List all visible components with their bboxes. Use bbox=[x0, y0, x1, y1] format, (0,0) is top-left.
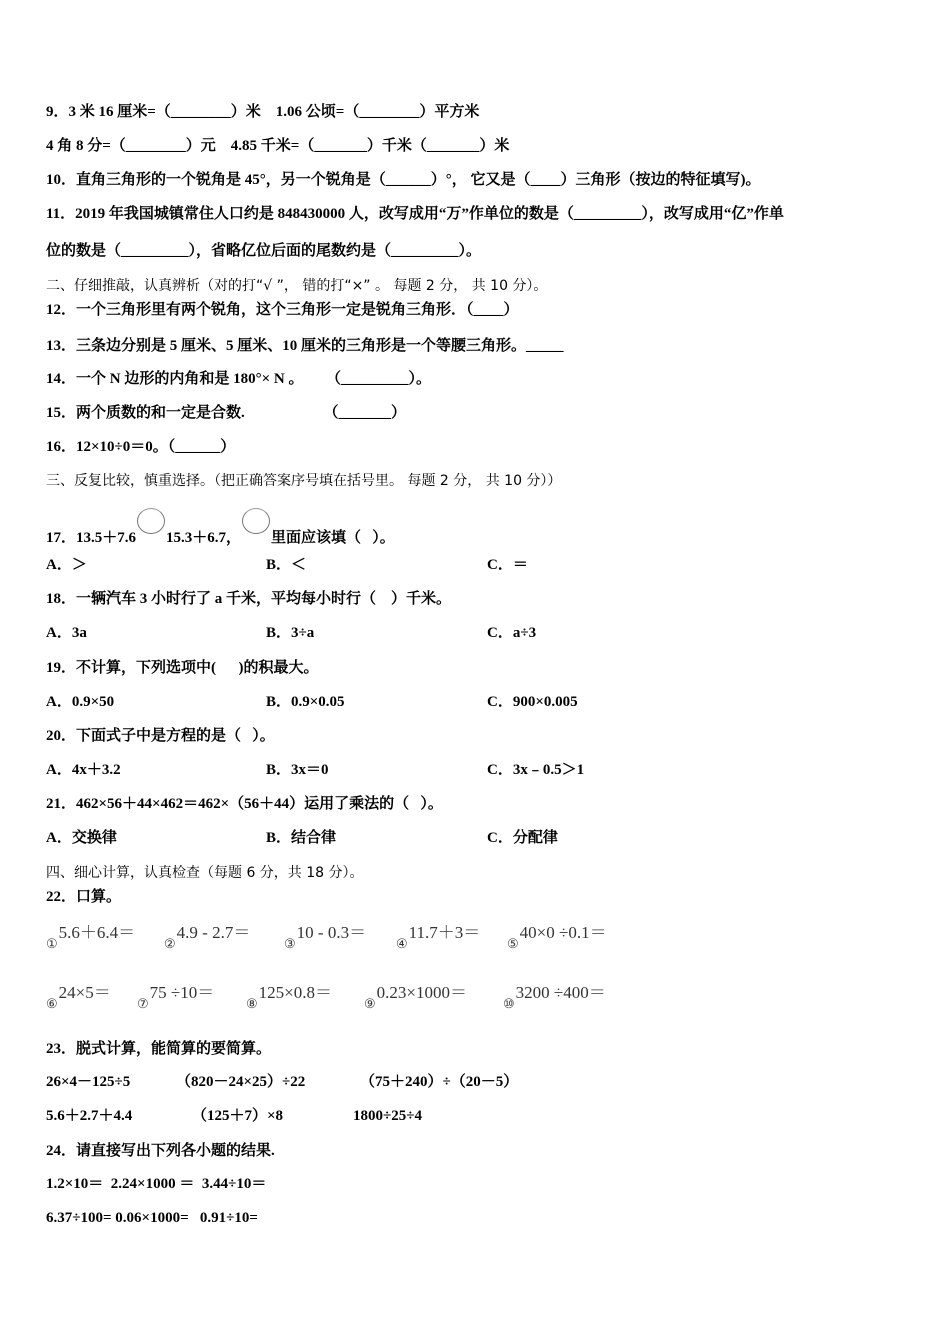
q19-option-c: C．900×0.005 bbox=[487, 694, 578, 710]
calc-item: $_⑥$24×5＝ bbox=[46, 983, 111, 1011]
calc-item: $_③$10 - 0.3＝ bbox=[284, 923, 367, 951]
blank-circle-icon bbox=[242, 508, 270, 534]
q23-item: 1800÷25÷4 bbox=[353, 1108, 422, 1124]
q19: 19．不计算，下列选项中( )的积最大。 bbox=[46, 660, 319, 676]
q16: 16．12×10÷0＝0。（______） bbox=[46, 439, 236, 455]
q23-item: （125＋7）×8 bbox=[192, 1108, 284, 1124]
q18-option-a: A．3a bbox=[46, 625, 87, 641]
q10: 10．直角三角形的一个锐角是 45°，另一个锐角是（______）°， 它又是（____）三角形（按边的特征填写)。 bbox=[46, 172, 761, 188]
q11-line2: 位的数是（_________），省略亿位后面的尾数约是（_________）。 bbox=[46, 243, 482, 259]
q17-part3: 里面应该填（ ）。 bbox=[271, 530, 395, 546]
q20-option-a: A．4x＋3.2 bbox=[46, 762, 121, 778]
q23-item: 5.6＋2.7＋4.4 bbox=[46, 1108, 133, 1124]
q20: 20．下面式子中是方程的是（ ）。 bbox=[46, 728, 275, 744]
q13: 13．三条边分别是 5 厘米、5 厘米、10 厘米的三角形是一个等腰三角形。_____ bbox=[46, 338, 564, 354]
q23-item: （75＋240）÷（20－5） bbox=[360, 1074, 519, 1090]
q21: 21．462×56＋44×462＝462×（56＋44）运用了乘法的（ ）。 bbox=[46, 796, 443, 812]
q20-option-c: C．3x﹣0.5＞1 bbox=[487, 762, 585, 778]
calc-item: $_④$11.7＋3＝ bbox=[396, 923, 481, 951]
q12: 12．一个三角形里有两个锐角，这个三角形一定是锐角三角形．（____） bbox=[46, 302, 519, 318]
q21-option-b: B．结合律 bbox=[266, 830, 337, 846]
q23: 23．脱式计算，能简算的要简算。 bbox=[46, 1041, 272, 1057]
q19-option-b: B．0.9×0.05 bbox=[266, 694, 345, 710]
section4-heading: 四、细心计算，认真检查（每题 6 分，共 18 分）。 bbox=[46, 865, 364, 881]
calc-item: $_⑩$3200 ÷400＝ bbox=[503, 983, 606, 1011]
q18: 18．一辆汽车 3 小时行了 a 千米，平均每小时行（ ）千米。 bbox=[46, 591, 452, 607]
q9-line2: 4 角 8 分=（________）元 4.85 千米=（_______）千米（_______）米 bbox=[46, 138, 510, 154]
q23-item: （820－24×25）÷22 bbox=[176, 1074, 306, 1090]
q17-option-b: B．＜ bbox=[266, 557, 307, 573]
calc-item: $_①$5.6＋6.4＝ bbox=[46, 923, 136, 951]
q21-option-a: A．交换律 bbox=[46, 830, 117, 846]
calc-item: $_⑤$40×0 ÷0.1＝ bbox=[507, 923, 607, 951]
q11-line1: 11．2019 年我国城镇常住人口约是 848430000 人，改写成用“万”作单位的数是（_________），改写成用“亿”作单 bbox=[46, 206, 784, 222]
q14: 14．一个 N 边形的内角和是 180°× N 。 （_________）。 bbox=[46, 371, 431, 387]
blank-circle-icon bbox=[137, 508, 165, 534]
q17-option-c: C．＝ bbox=[487, 557, 528, 573]
q17-part1: 17．13.5＋7.6 bbox=[46, 530, 137, 546]
q23-item: 26×4－125÷5 bbox=[46, 1074, 131, 1090]
calc-item: $_⑨$0.23×1000＝ bbox=[364, 983, 467, 1011]
q22: 22．口算。 bbox=[46, 889, 122, 905]
section3-heading: 三、反复比较，慎重选择。（把正确答案序号填在括号里。 每题 2 分， 共 10 分）） bbox=[46, 473, 562, 489]
section2-heading: 二、仔细推敲，认真辨析（对的打“√ ”， 错的打“×” 。 每题 2 分， 共 10 分）。 bbox=[46, 278, 548, 294]
q18-option-b: B．3÷a bbox=[266, 625, 315, 641]
q20-option-b: B．3x＝0 bbox=[266, 762, 329, 778]
q18-option-c: C．a÷3 bbox=[487, 625, 537, 641]
q17-part2: 15.3＋6.7， bbox=[166, 530, 242, 546]
calc-item: $_②$4.9 - 2.7＝ bbox=[164, 923, 251, 951]
q21-option-c: C．分配律 bbox=[487, 830, 558, 846]
calc-item: $_⑧$125×0.8＝ bbox=[246, 983, 332, 1011]
q17 bbox=[46, 508, 395, 548]
q24-line2: 6.37÷100= 0.06×1000= 0.91÷10= bbox=[46, 1210, 258, 1226]
calc-item: $_⑦$75 ÷10＝ bbox=[137, 983, 215, 1011]
q24-line1: 1.2×10＝ 2.24×1000 ＝ 3.44÷10＝ bbox=[46, 1176, 267, 1192]
q15: 15．两个质数的和一定是合数. （_______） bbox=[46, 405, 407, 421]
q24: 24．请直接写出下列各小题的结果. bbox=[46, 1143, 275, 1159]
q17-option-a: A．＞ bbox=[46, 557, 87, 573]
q9-line1: 9．3 米 16 厘米=（________）米 1.06 公顷=（________）平方米 bbox=[46, 104, 480, 120]
q19-option-a: A．0.9×50 bbox=[46, 694, 115, 710]
